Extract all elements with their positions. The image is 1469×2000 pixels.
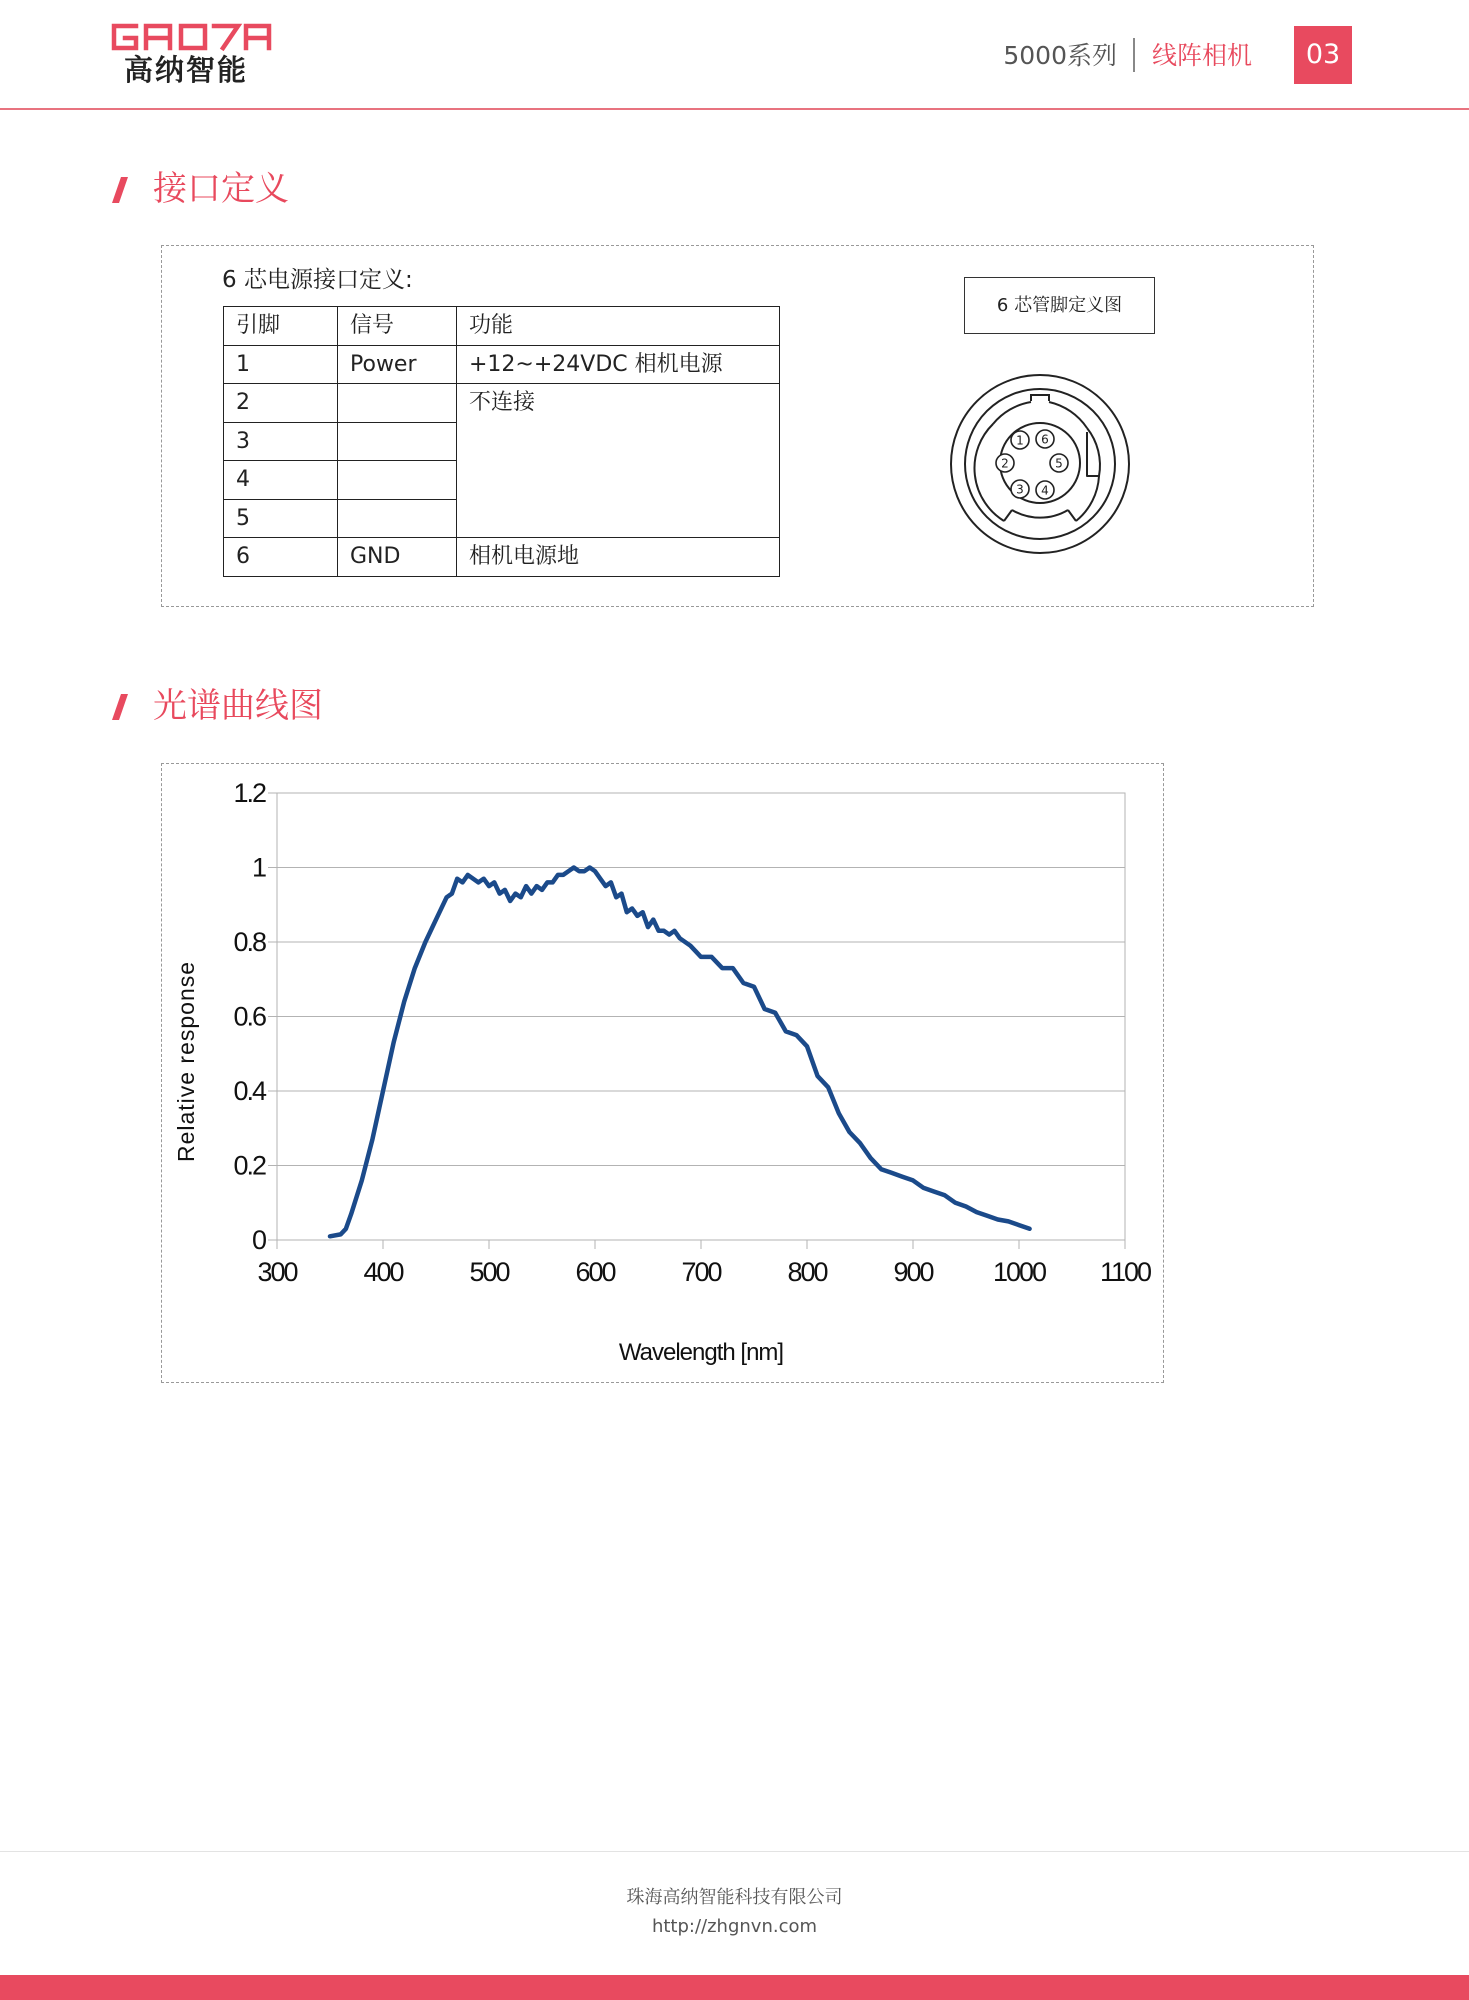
x-tick-label: 1000 xyxy=(992,1257,1046,1287)
connector-outer-ring xyxy=(951,375,1129,553)
header-signal: 信号 xyxy=(338,307,457,346)
signal-cell xyxy=(338,422,457,461)
series-label: 5000系列 xyxy=(1003,41,1117,70)
pin-cell: 5 xyxy=(224,499,338,538)
x-tick-label: 1100 xyxy=(1099,1257,1151,1287)
footer-rule xyxy=(0,1851,1469,1852)
y-tick-label: 1.2 xyxy=(233,778,265,808)
x-tick-label: 800 xyxy=(787,1257,827,1287)
header-function: 功能 xyxy=(457,307,780,346)
x-tick-label: 400 xyxy=(363,1257,403,1287)
pin-cell: 3 xyxy=(224,422,338,461)
x-tick-label: 500 xyxy=(469,1257,509,1287)
y-tick-label: 0.2 xyxy=(233,1150,265,1181)
footer-website: http://zhgnvn.com xyxy=(651,1916,818,1937)
pin-6-label: 6 xyxy=(1041,432,1049,447)
page-number-badge: 03 xyxy=(1294,26,1352,84)
company-logo xyxy=(110,22,272,52)
pin-1-label: 1 xyxy=(1016,433,1024,448)
signal-cell xyxy=(338,461,457,500)
table-row xyxy=(224,345,780,384)
signal-cell: GND xyxy=(338,538,457,577)
signal-cell: Power xyxy=(338,345,457,384)
y-tick-label: 1 xyxy=(251,852,265,883)
table-row xyxy=(224,538,780,577)
y-tick-label: 0.4 xyxy=(233,1076,265,1106)
table-caption: 6 芯电源接口定义: xyxy=(222,267,413,293)
pin-diagram-label-box xyxy=(964,277,1155,334)
signal-cell xyxy=(338,384,457,423)
function-cell: 相机电源地 xyxy=(457,538,780,577)
y-axis-label: Relative response xyxy=(173,960,199,1163)
pin-5-label: 5 xyxy=(1055,456,1063,471)
footer-company-name: 珠海高纳智能科技有限公司 xyxy=(626,1887,843,1908)
pin-4-label: 4 xyxy=(1041,483,1049,498)
pin-3-label: 3 xyxy=(1016,482,1024,497)
header-divider xyxy=(1133,38,1135,72)
function-cell: +12~+24VDC 相机电源 xyxy=(457,345,780,384)
x-axis-label: Wavelength [nm] xyxy=(618,1339,784,1366)
pin-cell: 4 xyxy=(224,461,338,500)
category-label: 线阵相机 xyxy=(1152,41,1253,70)
header-rule xyxy=(0,108,1469,110)
x-tick-label: 600 xyxy=(575,1257,615,1287)
footer-bar xyxy=(0,1975,1469,2000)
header-pin: 引脚 xyxy=(224,307,338,346)
signal-cell xyxy=(338,499,457,538)
company-logo-text: 高纳智能 xyxy=(124,53,249,87)
pin-cell: 1 xyxy=(224,345,338,384)
connector-pin-diagram xyxy=(948,372,1132,556)
pin-2-label: 2 xyxy=(1001,456,1009,471)
connector-top-key xyxy=(1031,395,1049,401)
x-tick-label: 700 xyxy=(681,1257,721,1287)
y-tick-label: 0.6 xyxy=(233,1001,265,1032)
y-tick-label: 0 xyxy=(251,1225,265,1255)
pin-cell: 2 xyxy=(224,384,338,423)
pin-cell: 6 xyxy=(224,538,338,577)
section-title-interface: 接口定义 xyxy=(153,169,289,209)
spectral-response-chart xyxy=(161,763,1164,1383)
table-header-row xyxy=(224,307,780,346)
pin-diagram-label: 6 芯管脚定义图 xyxy=(996,295,1123,316)
section-marker-icon xyxy=(112,177,128,203)
connector-middle-ring xyxy=(965,389,1115,539)
table-row xyxy=(224,384,780,423)
function-cell: 不连接 xyxy=(457,384,780,538)
section-title-spectrum: 光谱曲线图 xyxy=(153,686,323,726)
section-marker-icon xyxy=(112,694,128,720)
y-tick-label: 0.8 xyxy=(233,927,265,957)
pin-definition-table xyxy=(223,306,780,577)
x-tick-label: 300 xyxy=(257,1257,297,1287)
x-tick-label: 900 xyxy=(893,1257,933,1287)
